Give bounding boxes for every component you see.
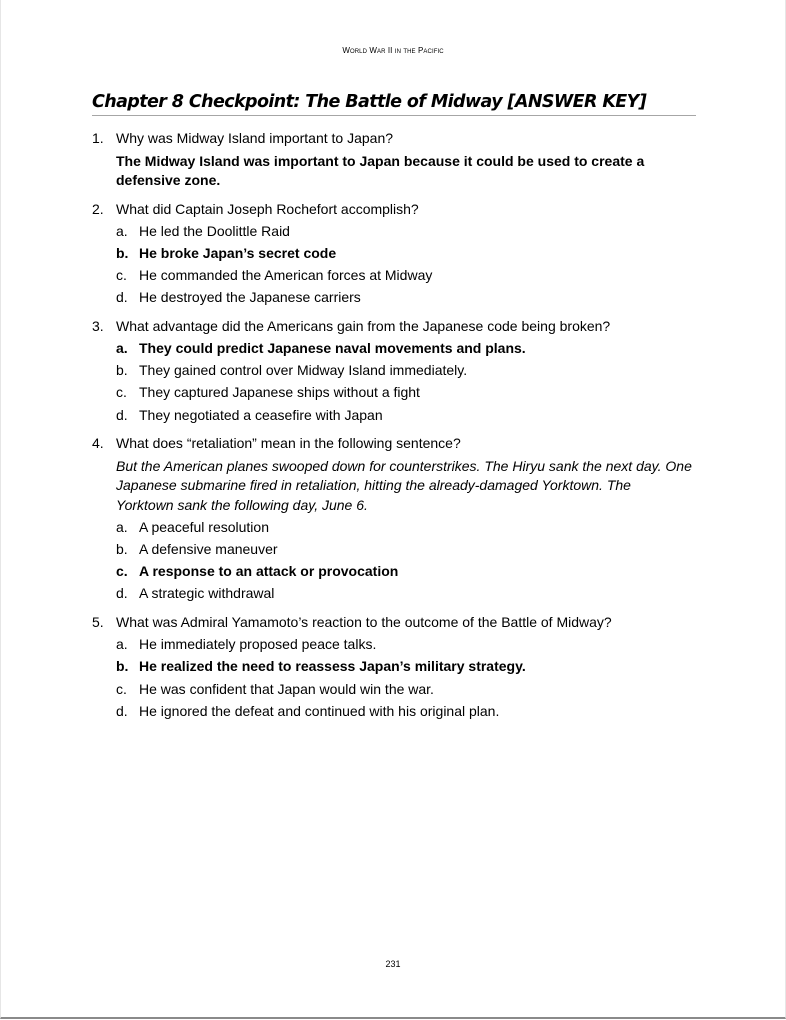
question-number: 3. (92, 317, 104, 334)
option-text: He destroyed the Japanese carriers (139, 289, 361, 306)
option-letter: a. (116, 340, 128, 357)
running-header: World War II in the Pacific (342, 46, 444, 55)
option-letter: b. (116, 362, 128, 379)
question-number: 2. (92, 200, 104, 217)
option-item (116, 635, 692, 655)
option-text: He commanded the American forces at Midway (139, 267, 433, 284)
option-item (116, 584, 692, 604)
option-letter: d. (116, 406, 128, 423)
question-3 (92, 317, 692, 425)
option-list (116, 518, 692, 604)
question-text: What did Captain Joseph Rochefort accomplish? (116, 200, 419, 217)
option-item-correct (116, 339, 692, 359)
option-text: They could predict Japanese naval movements and plans. (139, 340, 526, 357)
option-letter: d. (116, 702, 128, 719)
question-number: 4. (92, 435, 104, 452)
option-item-correct (116, 244, 692, 264)
option-letter: a. (116, 636, 128, 653)
option-item (116, 406, 692, 426)
option-text: He immediately proposed peace talks. (139, 636, 377, 653)
option-list (116, 222, 692, 308)
page-title: Chapter 8 Checkpoint: The Battle of Midway [ANSWER KEY] (92, 92, 696, 116)
option-text: He ignored the defeat and continued with his original plan. (139, 702, 500, 719)
page-number: 231 (385, 959, 401, 969)
option-item (116, 361, 692, 381)
option-letter: a. (116, 519, 128, 536)
option-text: A strategic withdrawal (139, 585, 275, 602)
answer-text: The Midway Island was important to Japan because it could be used to create a defensive zone. (116, 152, 645, 188)
option-text: They negotiated a ceasefire with Japan (139, 406, 383, 423)
option-text: They gained control over Midway Island immediately. (139, 362, 468, 379)
option-text: They captured Japanese ships without a fight (139, 384, 420, 401)
option-letter: c. (116, 384, 127, 401)
option-letter: c. (116, 267, 127, 284)
question-text: What was Admiral Yamamoto’s reaction to the outcome of the Battle of Midway? (116, 613, 612, 630)
question-4 (92, 434, 692, 604)
question-number: 1. (92, 130, 104, 146)
option-letter: b. (116, 541, 128, 558)
option-text: A peaceful resolution (139, 519, 269, 536)
option-item (116, 383, 692, 403)
option-text: He broke Japan’s secret code (139, 245, 337, 262)
option-item (116, 266, 692, 286)
option-item (116, 518, 692, 538)
option-text: He realized the need to reassess Japan’s military strategy. (139, 658, 526, 675)
option-letter: b. (116, 658, 129, 675)
question-text: What does “retaliation” mean in the following sentence? (116, 435, 461, 452)
option-list (116, 339, 692, 425)
question-1 (92, 129, 692, 191)
option-letter: a. (116, 223, 128, 239)
question-list (92, 129, 692, 730)
option-list (116, 635, 692, 721)
question-5 (92, 613, 692, 721)
option-text: He led the Doolittle Raid (139, 223, 290, 239)
option-item (116, 540, 692, 560)
question-text: What advantage did the Americans gain from the Japanese code being broken? (116, 317, 611, 334)
option-letter: b. (116, 245, 129, 262)
option-letter: c. (116, 680, 127, 697)
question-number: 5. (92, 613, 104, 630)
option-text: He was confident that Japan would win the war. (139, 680, 434, 697)
passage-quote: But the American planes swooped down for counterstrikes. The Hiryu sank the next day. One Japanese submarine fired in retaliation, hitting the already-damaged Yorktown. The Yorktown sank the following day, June 6. (116, 457, 692, 513)
option-item-correct (116, 657, 692, 677)
option-letter: c. (116, 563, 128, 580)
question-text: Why was Midway Island important to Japan? (116, 130, 394, 146)
option-item (116, 680, 692, 700)
option-item (116, 288, 692, 308)
option-text: A response to an attack or provocation (139, 563, 399, 580)
option-item (116, 702, 692, 722)
option-letter: d. (116, 585, 128, 602)
question-2 (92, 200, 692, 308)
option-text: A defensive maneuver (139, 541, 278, 558)
option-letter: d. (116, 289, 128, 306)
option-item (116, 222, 692, 242)
option-item-correct (116, 562, 692, 582)
